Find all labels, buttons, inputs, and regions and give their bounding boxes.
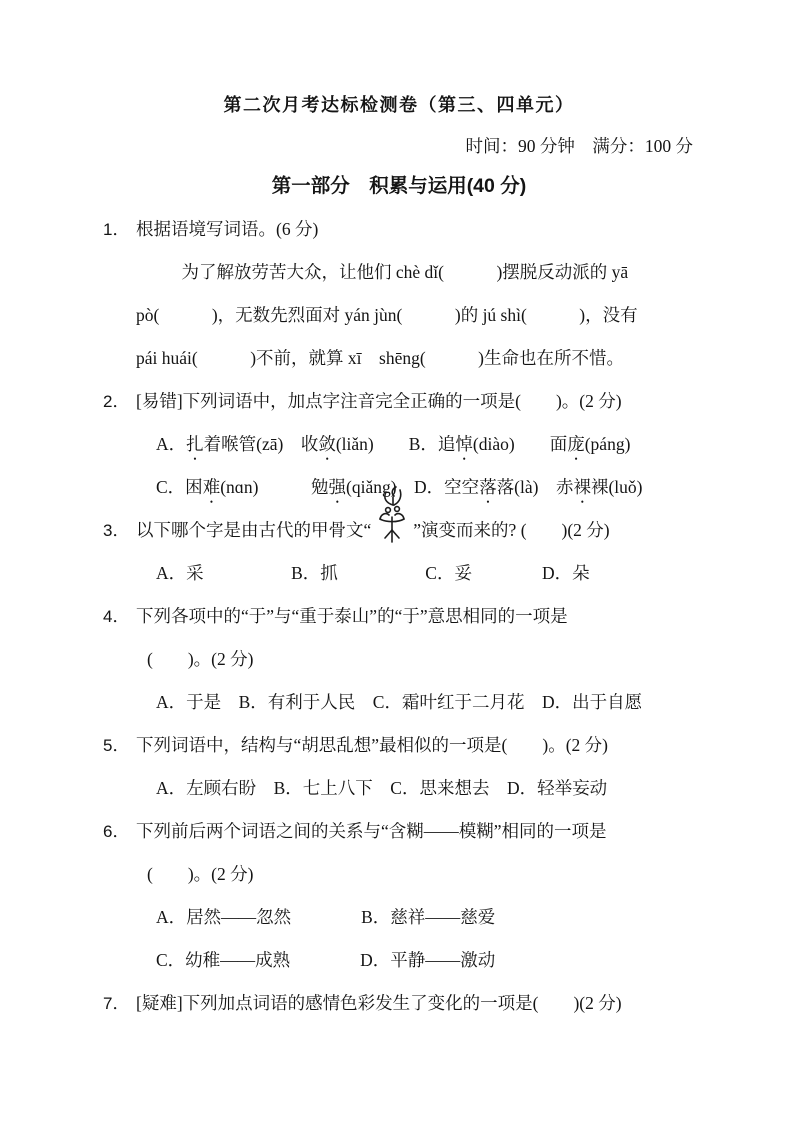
question-4 [103, 595, 695, 724]
oracle-bone-character-icon [371, 518, 413, 536]
question-5-options-row: A．左顾右盼 B．七上八下 C．思来想去 D．轻举妄动 [156, 778, 608, 798]
question-1 [103, 208, 695, 380]
question-7-number: 7． [103, 994, 130, 1013]
question-3-number: 3． [103, 521, 130, 540]
question-5-stem [103, 724, 695, 767]
question-6-options-row-2: C．幼稚——成熟 D．平静——激动 [156, 950, 496, 970]
question-1-passage-line-3: pái huái( )不前，就算 xī shēng( )生命也在所不惜。 [136, 348, 625, 368]
exam-meta-line: 时间：90 分钟 满分：100 分 [465, 136, 693, 156]
question-3-stem-before: 以下哪个字是由古代的甲骨文“ [136, 520, 372, 540]
question-4-number: 4． [103, 607, 130, 626]
question-3-stem [103, 509, 695, 552]
question-3-options-row: A．采 B．抓 C．妥 D．朵 [156, 563, 590, 583]
page-title: 第二次月考达标检测卷（第三、四单元） [223, 95, 575, 115]
question-7 [103, 982, 695, 1025]
question-6-stem-continuation: ( )。(2 分) [147, 864, 254, 884]
question-1-passage-line-1: 为了解放劳苦大众，让他们 chè dǐ( )摆脱反动派的 yā [181, 262, 629, 282]
question-2-stem [103, 380, 695, 423]
question-1-stem [103, 208, 695, 251]
question-3-stem-after: ”演变而来的? ( )(2 分) [413, 520, 610, 540]
question-6-number: 6． [103, 822, 130, 841]
question-2-options-row-2: C．困难(nɑn) 勉强(qiǎng) D．空空落落(là) 赤裸裸(luǒ) [156, 477, 643, 497]
question-1-passage-line-2: pò( )，无数先烈面对 yán jùn( )的 jú shì( )，没有 [136, 305, 638, 325]
question-5-stem-text: 下列词语中，结构与“胡思乱想”最相似的一项是( )。(2 分) [136, 735, 608, 755]
question-2-stem-text: [易错]下列词语中，加点字注音完全正确的一项是( )。(2 分) [136, 391, 622, 411]
question-7-stem-text: [疑难]下列加点词语的感情色彩发生了变化的一项是( )(2 分) [136, 993, 622, 1013]
section-heading: 第一部分 积累与运用(40 分) [271, 175, 527, 197]
question-6-stem-text: 下列前后两个词语之间的关系与“含糊——模糊”相同的一项是 [136, 821, 607, 841]
question-3 [103, 509, 695, 595]
question-4-stem-continuation: ( )。(2 分) [147, 649, 254, 669]
question-5-number: 5． [103, 736, 130, 755]
question-2-options-row-1: A．扎着喉管(zā) 收敛(liǎn) B．追悼(diào) 面庞(páng) [156, 434, 631, 454]
question-5 [103, 724, 695, 810]
question-2-number: 2． [103, 392, 130, 411]
question-4-stem [103, 595, 695, 638]
question-6-options-row-1: A．居然——忽然 B．慈祥——慈爱 [156, 907, 496, 927]
question-4-options-row: A．于是 B．有利于人民 C．霜叶红于二月花 D．出于自愿 [156, 692, 643, 712]
question-1-number: 1． [103, 220, 130, 239]
question-6-stem [103, 810, 695, 853]
question-6 [103, 810, 695, 982]
question-1-stem-text: 根据语境写词语。(6 分) [136, 219, 319, 239]
question-7-stem [103, 982, 695, 1025]
question-4-stem-text: 下列各项中的“于”与“重于泰山”的“于”意思相同的一项是 [136, 606, 568, 626]
